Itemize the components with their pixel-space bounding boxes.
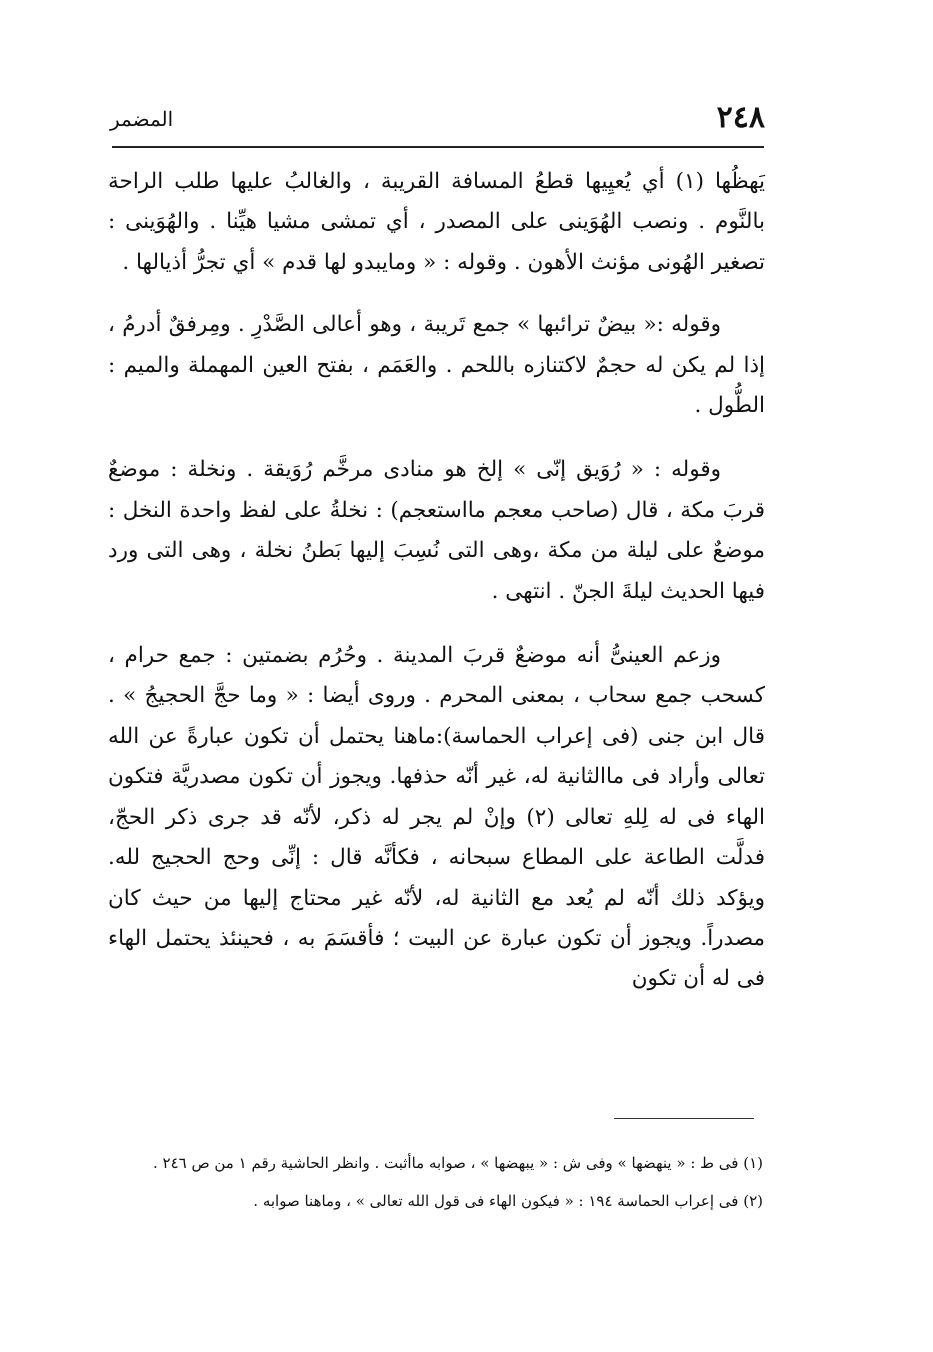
page-header — [110, 98, 765, 138]
footnote-rule — [614, 1118, 754, 1119]
paragraph: يَهظُها (١) أي يُعيِيها قطعُ المسافة القريبة ، والغالبُ عليها طلب الراحة بالنَّوم . ونصب الهُوَينى على المصدر ، أي تمشى مشيا هيِّنا . والهُوَينى : تصغير الهُونى مؤنث الأهون . وقوله : « ومايبدو لها قدم » أي تجرُّ أذيالها . — [108, 169, 765, 275]
footnote: (٢) فى إعراب الحماسة ١٩٤ : « فيكون الهاء فى قول الله تعالى » ، وماهنا صوابه . — [253, 1192, 763, 1210]
running-title: المضمر — [110, 107, 174, 131]
paragraph: وزعم العينىُّ أنه موضعٌ قربَ المدينة . وحُرُم بضمتين : جمع حرام ، كسحب جمع سحاب ، بمعنى المحرم . وروى أيضا : « وما حجَّ الحجيجُ » . قال ابن جنى (فى إعراب الحماسة):ماهنا يحتمل أن تكون عبارةً عن الله تعالى وأراد فى ماالثانية له، غير أنّه حذفها. ويجوز أن تكون مصدريَّة فتكون الهاء فى له لِلهِ تعالى (٢) وإنْ لم يجر له ذكر، لأنّه قد جرى ذكر الحجّ، فدلَّت الطاعة على المطاع سبحانه ، فكأنَّه قال : إنِّى وحج الحجيج لله. ويؤكد ذلك أنّه لم يُعد مع الثانية له، لأنّه غير محتاج إليها من حيث كان مصدراً. ويجوز أن تكون عبارة عن البيت ؛ فأقسَمَ به ، فحينئذ يحتمل الهاء فى له أن تكون — [108, 643, 766, 992]
header-rule — [112, 146, 764, 148]
paragraph: وقوله :« بيضٌ ترائبها » جمع تَريبة ، وهو أعالى الصَّدْرِ . ومِرفقٌ أدرمُ ، إذا لم يكن له حجمٌ لاكتنازه باللحم . والعَمَم ، بفتح العين المهملة والميم : الطُّول . — [108, 312, 765, 419]
footnote: (١) فى ط : « ينهضها » وفى ش : « يبهضها » ، صوابه ماأثبت . وانظر الحاشية رقم ١ من ص ٢٤٦ . — [153, 1154, 763, 1172]
main-text — [108, 162, 765, 1000]
paragraph: وقوله : « رُوَيق إنّى » إلخ هو منادى مرخَّم رُوَيقة . ونخلة : موضعٌ قربَ مكة ، قال (صاحب معجم مااستعجم) : نخلةُ على لفظ واحدة النخل : موضعٌ على ليلة من مكة ،وهى التى نُسِبَ إليها بَطنُ نخلة ، وهى التى ورد فيها الحديث ليلةَ الجنّ . انتهى . — [108, 457, 765, 604]
page-number: ٢٤٨ — [716, 100, 765, 135]
footnotes — [108, 1146, 763, 1218]
